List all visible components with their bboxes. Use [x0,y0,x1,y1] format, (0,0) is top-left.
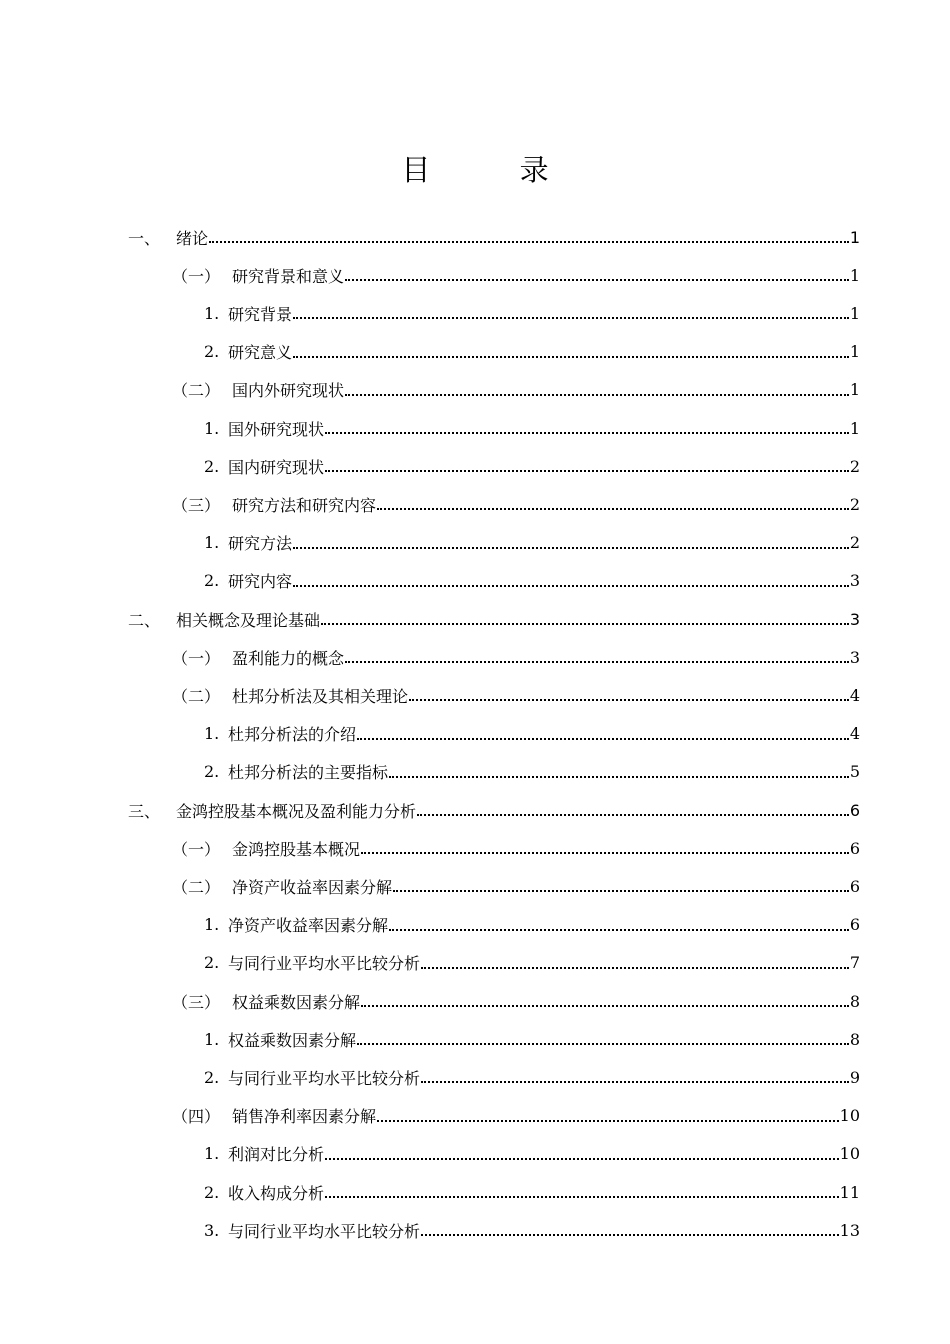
toc-dot-leader [421,1222,839,1238]
toc-entry-number: 1. [204,1029,220,1049]
toc-entry-page-number: 1 [849,265,860,285]
toc-entry-number: 2. [204,762,220,782]
toc-entry-number: 2. [204,953,220,973]
toc-entry-page-number: 1 [849,227,860,247]
toc-dot-leader [377,1108,839,1124]
toc-entry-page-number: 3 [849,647,860,667]
toc-dot-leader [293,305,849,321]
toc-entry-title: 净资产收益率因素分解 [228,916,389,936]
toc-entry-number: 2. [204,1067,220,1087]
toc-entry[interactable] [172,485,860,523]
toc-dot-leader [377,496,849,512]
toc-entry-title: 销售净利率因素分解 [232,1107,377,1127]
toc-entry-title: 杜邦分析法的主要指标 [228,763,389,783]
toc-entry-title: 杜邦分析法的介绍 [228,725,357,745]
toc-entry-title: 收入构成分析 [228,1183,325,1203]
toc-entry-title: 净资产收益率因素分解 [232,877,393,897]
toc-entry-page-number: 6 [849,915,860,935]
toc-entry-page-number: 5 [849,762,860,782]
toc-dot-leader [293,535,849,551]
toc-entry[interactable] [204,1135,860,1173]
toc-entry-title: 杜邦分析法及其相关理论 [232,686,409,706]
toc-entry-page-number: 10 [839,1144,860,1164]
toc-entry-number: （一） [172,266,221,286]
toc-entry[interactable] [204,524,860,562]
toc-entry[interactable] [204,906,860,944]
toc-entry[interactable] [172,676,860,714]
toc-entry-page-number: 6 [849,838,860,858]
toc-entry[interactable] [204,1173,860,1211]
toc-entry-title: 与同行业平均水平比较分析 [228,954,421,974]
toc-entry-number: （二） [172,381,221,401]
toc-entry-page-number: 2 [849,456,860,476]
toc-entry[interactable] [128,218,860,256]
toc-entry[interactable] [172,1097,860,1135]
toc-dot-leader [389,764,849,780]
toc-entry-number: （二） [172,877,221,897]
toc-entry-title: 研究方法和研究内容 [232,495,377,515]
toc-entry-title: 金鸿控股基本概况及盈利能力分析 [176,801,417,821]
toc-entry-title: 研究内容 [228,572,293,592]
toc-dot-leader [409,687,849,703]
toc-entry-title: 权益乘数因素分解 [232,992,361,1012]
toc-entry-title: 利润对比分析 [228,1145,325,1165]
toc-entry[interactable] [204,294,860,332]
toc-dot-leader [393,878,849,894]
toc-dot-leader [421,1069,849,1085]
toc-entry-page-number: 11 [839,1182,860,1202]
toc-entry[interactable] [204,1211,860,1249]
toc-entry-page-number: 3 [849,609,860,629]
toc-entry-page-number: 3 [849,571,860,591]
toc-entry-number: 2. [204,456,220,476]
toc-entry[interactable] [204,753,860,791]
toc-entry[interactable] [128,600,860,638]
toc-entry[interactable] [204,409,860,447]
toc-entry-number: 1. [204,533,220,553]
toc-dot-leader [357,726,849,742]
toc-dot-leader [345,267,849,283]
toc-entry-page-number: 13 [839,1220,860,1240]
toc-entry-page-number: 1 [849,380,860,400]
toc-entry-number: 1. [204,418,220,438]
toc-entry-title: 权益乘数因素分解 [228,1030,357,1050]
toc-dot-leader [293,344,849,360]
toc-entry-page-number: 2 [849,494,860,514]
toc-entry-number: 1. [204,303,220,323]
toc-entry-number: 2. [204,571,220,591]
toc-entry-number: 三、 [128,801,161,821]
toc-entry[interactable] [172,982,860,1020]
toc-dot-leader [345,649,849,665]
toc-entry-title: 金鸿控股基本概况 [232,839,361,859]
toc-entry-title: 研究背景 [228,304,293,324]
toc-dot-leader [325,1146,839,1162]
toc-entry-number: 1. [204,915,220,935]
toc-dot-leader [321,611,849,627]
toc-entry-title: 相关概念及理论基础 [176,610,321,630]
toc-entry-page-number: 4 [849,685,860,705]
toc-dot-leader [361,993,849,1009]
toc-dot-leader [357,1031,849,1047]
toc-entry-number: 二、 [128,610,161,630]
toc-dot-leader [325,458,849,474]
toc-entry[interactable] [128,791,860,829]
toc-dot-leader [209,229,849,245]
toc-entry-page-number: 8 [849,1029,860,1049]
toc-entry-page-number: 7 [849,953,860,973]
toc-entry[interactable] [204,944,860,982]
toc-dot-leader [421,955,849,971]
toc-entry[interactable] [204,1058,860,1096]
toc-entry-title: 绪论 [176,228,209,248]
toc-entry-title: 国外研究现状 [228,419,325,439]
toc-dot-leader [389,917,849,933]
toc-entry[interactable] [204,447,860,485]
toc-entry-number: 2. [204,1182,220,1202]
toc-entry-number: （三） [172,992,221,1012]
toc-entry[interactable] [204,562,860,600]
toc-entry-title: 与同行业平均水平比较分析 [228,1221,421,1241]
toc-entry-page-number: 6 [849,876,860,896]
toc-entry-number: 一、 [128,228,161,248]
toc-entry[interactable] [204,1020,860,1058]
toc-title: 目 录 [401,153,589,187]
toc-entry[interactable] [172,256,860,294]
toc-entry-page-number: 1 [849,418,860,438]
toc-entry[interactable] [172,829,860,867]
toc-dot-leader [325,1184,839,1200]
toc-dot-leader [325,420,849,436]
toc-entry-title: 研究方法 [228,534,293,554]
toc-entry-page-number: 8 [849,991,860,1011]
toc-entry[interactable] [204,333,860,371]
toc-dot-leader [417,802,849,818]
toc-entry[interactable] [172,371,860,409]
toc-entry-page-number: 10 [839,1106,860,1126]
toc-dot-leader [293,573,849,589]
toc-entry-page-number: 4 [849,724,860,744]
toc-entry-number: 3. [204,1220,220,1240]
toc-entry[interactable] [204,715,860,753]
toc-entry-page-number: 1 [849,342,860,362]
toc-entry-number: 2. [204,342,220,362]
toc-entry-number: （一） [172,839,221,859]
toc-entry-number: （二） [172,686,221,706]
toc-entry-page-number: 9 [849,1067,860,1087]
toc-entry-title: 与同行业平均水平比较分析 [228,1068,421,1088]
toc-entry[interactable] [172,867,860,905]
toc-entry-number: 1. [204,724,220,744]
toc-dot-leader [361,840,849,856]
toc-entry-number: 1. [204,1144,220,1164]
toc-entry-number: （一） [172,648,221,668]
toc-entry-page-number: 2 [849,533,860,553]
toc-entry-title: 国内研究现状 [228,457,325,477]
toc-entry-title: 盈利能力的概念 [232,648,345,668]
toc-entry-page-number: 6 [849,800,860,820]
toc-entry-title: 研究背景和意义 [232,266,345,286]
toc-entry-title: 研究意义 [228,343,293,363]
toc-entry-number: （三） [172,495,221,515]
toc-entry-page-number: 1 [849,303,860,323]
toc-entry[interactable] [172,638,860,676]
toc-entry-title: 国内外研究现状 [232,381,345,401]
toc-dot-leader [345,382,849,398]
toc-entry-number: （四） [172,1107,221,1127]
